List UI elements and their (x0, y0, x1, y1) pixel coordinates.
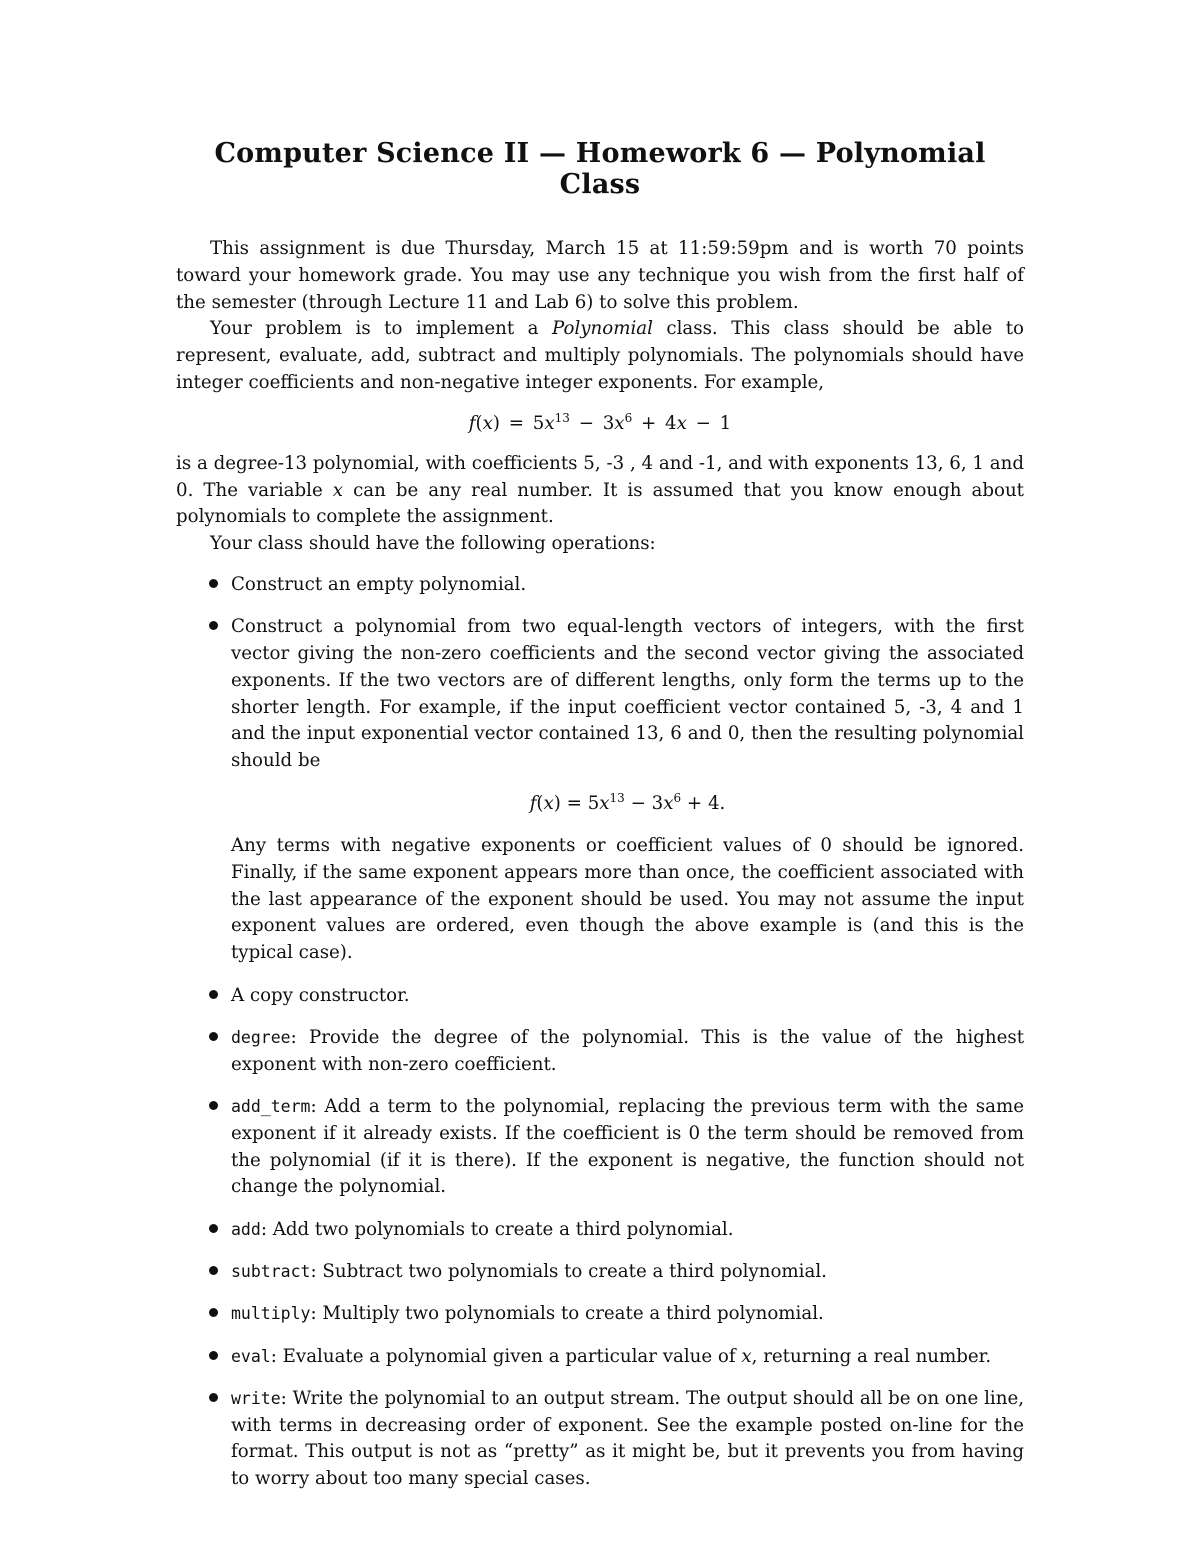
list-item: add: Add two polynomials to create a third polynomial. (176, 1217, 1024, 1244)
function-name: add (231, 1219, 261, 1239)
function-name: add_term (231, 1096, 311, 1116)
list-item: add_term: Add a term to the polynomial, replacing the previous term with the same exponent if it already exists. If the coefficient is 0 the term should be removed from the polynomial (if it is there). If the exponent is negative, the function should not change the polynomial. (176, 1094, 1024, 1201)
page-title: Computer Science II — Homework 6 — Polynomial Class (214, 138, 986, 200)
document-page (176, 138, 1024, 1508)
operations-list (176, 572, 1024, 1493)
list-item: degree: Provide the degree of the polynomial. This is the value of the highest exponent with non-zero coefficient. (176, 1025, 1024, 1079)
class-name: Polynomial (552, 318, 653, 340)
intro-paragraph-due-date: This assignment is due Thursday, March 15 at 11:59:59pm and is worth 70 points toward your homework grade. You may use any technique you wish from the first half of the semester (through Lecture 11 and Lab 6) to solve this problem. (176, 238, 1024, 313)
bullet-icon (209, 1351, 218, 1360)
bullet-icon (209, 621, 218, 630)
list-item: A copy constructor. (176, 983, 1024, 1010)
function-name: subtract (231, 1261, 311, 1281)
bullet-icon (209, 1224, 218, 1233)
function-name: write (231, 1388, 281, 1408)
function-name: degree (231, 1027, 291, 1047)
bullet-icon (209, 990, 218, 999)
list-item: Construct an empty polynomial. (176, 572, 1024, 599)
function-name: multiply (231, 1304, 311, 1324)
list-item: write: Write the polynomial to an output stream. The output should all be on one line, with terms in decreasing order of exponent. See the example posted on-line for the format. This output is not as “pretty” as it might be, but it prevents you from having to worry about too many special cases. (176, 1386, 1024, 1493)
function-name: eval (231, 1346, 271, 1366)
bullet-icon (209, 1308, 218, 1317)
bullet-icon (209, 1393, 218, 1402)
intro-paragraph-task: Your problem is to implement a Polynomial class. This class should be able to represent, evaluate, add, subtract and multiply polynomials. The polynomials should have integer coefficients and non-negative integer exponents. For example, (176, 318, 1025, 393)
intro-paragraph-explanation: is a degree-13 polynomial, with coefficients 5, -3 , 4 and -1, and with exponents 13, 6, 1 and 0. The variable x can be any real number. It is assumed that you know enough about polynomials to complete the assignment. (176, 452, 1024, 528)
bullet-icon (209, 1032, 218, 1041)
bullet-icon (209, 579, 218, 588)
constructor-equation: $f(x) = 5x^{13} - 3x^6 + 4$. (529, 791, 726, 815)
bullet-icon (209, 1266, 218, 1275)
list-item: Construct a polynomial from two equal-length vectors of integers, with the first vector giving the non-zero coefficients and the second vector giving the associated exponents. If the two vectors are of different lengths, only form the terms up to the shorter length. For example, if the input coefficient vector contained 5, -3, 4 and 1 and the input exponential vector contained 13, 6 and 0, then the resulting polynomial should be $f(x) = 5x^{13} - 3x^6 + 4$. Any terms with negative exponents or coefficient values of 0 should be ignored. Finally, if the same exponent appears more than once, the coefficient associated with the last appearance of the exponent should be used. You may not assume the input exponent values are ordered, even though the above example is (and this is the typical case). (176, 614, 1024, 967)
list-item: subtract: Subtract two polynomials to create a third polynomial. (176, 1259, 1024, 1286)
intro-paragraph-operations: Your class should have the following operations: (210, 533, 656, 555)
example-equation: $f(x) = 5x^{13} - 3x^6 + 4x - 1$ (468, 410, 732, 434)
list-item: eval: Evaluate a polynomial given a particular value of x, returning a real number. (176, 1344, 1024, 1371)
bullet-icon (209, 1101, 218, 1110)
list-item: multiply: Multiply two polynomials to create a third polynomial. (176, 1301, 1024, 1328)
